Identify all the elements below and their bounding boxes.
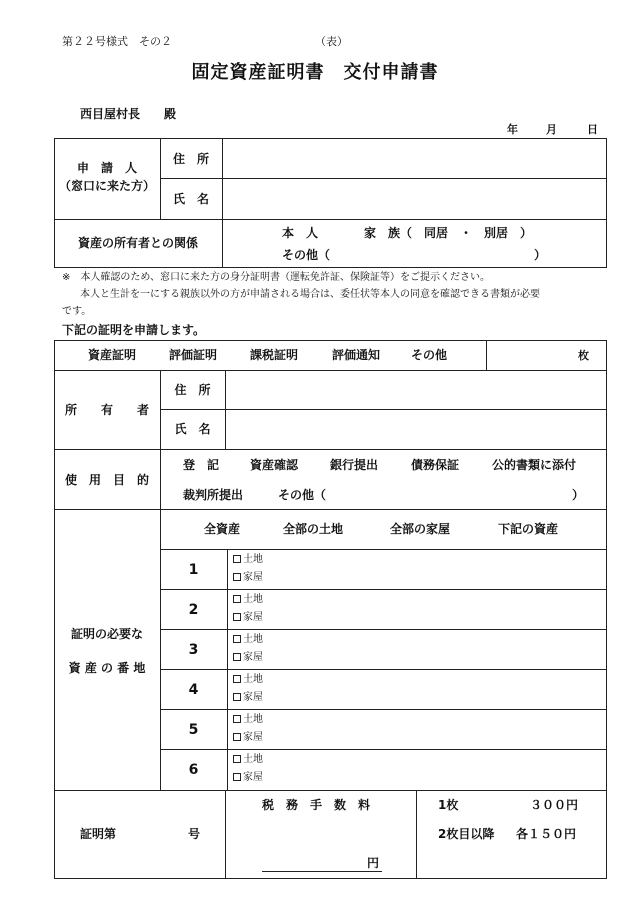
- cert-type-asset[interactable]: 資産証明: [88, 348, 137, 362]
- purpose-registration[interactable]: 登 記: [183, 458, 220, 472]
- checkbox-icon[interactable]: [233, 693, 241, 701]
- checkbox-icon[interactable]: [233, 635, 241, 643]
- fee-yen: 円: [367, 856, 380, 870]
- assets-label: 証明の必要な: [70, 627, 143, 641]
- asset-row-number: 6: [188, 762, 199, 778]
- fee-amount-field[interactable]: [262, 848, 362, 870]
- asset-row-land[interactable]: 土地: [233, 595, 263, 605]
- asset-row-house[interactable]: 家屋: [233, 733, 263, 743]
- cert-number-suffix: 号: [188, 827, 201, 841]
- date-day-label: 日: [587, 123, 598, 136]
- purpose-other-close: ）: [572, 488, 585, 502]
- relation-family[interactable]: 家 族（ 同居 ・ 別居 ）: [364, 226, 533, 240]
- purpose-court[interactable]: 裁判所提出: [183, 488, 244, 502]
- cert-type-tax[interactable]: 課税証明: [250, 348, 299, 362]
- asset-row-number: 3: [188, 642, 199, 658]
- checkbox-icon[interactable]: [233, 595, 241, 603]
- owner-name-label: 氏 名: [174, 422, 211, 436]
- checkbox-icon[interactable]: [233, 613, 241, 621]
- checkbox-icon[interactable]: [233, 573, 241, 581]
- asset-row-land[interactable]: 土地: [233, 715, 263, 725]
- applicant-name-label: 氏 名: [172, 192, 209, 206]
- checkbox-icon[interactable]: [233, 773, 241, 781]
- copies-field[interactable]: [488, 342, 566, 369]
- assets-sublabel: 資 産 の 番 地: [68, 661, 146, 675]
- checkbox-icon[interactable]: [233, 555, 241, 563]
- asset-row-land[interactable]: 土地: [233, 755, 263, 765]
- purpose-public-doc[interactable]: 公的書類に添付: [492, 458, 577, 472]
- checkbox-icon[interactable]: [233, 675, 241, 683]
- owner-address-field[interactable]: [227, 372, 605, 408]
- note-line-2: 本人と生計を一にする親族以外の方が申請される場合は、委任状等本人の同意を確認できる書類が必要: [80, 289, 540, 300]
- checkbox-icon[interactable]: [233, 755, 241, 763]
- date-year-label: 年: [507, 123, 518, 136]
- cert-number-label: 証明第: [80, 827, 117, 841]
- checkbox-icon[interactable]: [233, 653, 241, 661]
- price-first-label: 1枚: [438, 798, 459, 812]
- copies-unit: 枚: [578, 349, 589, 362]
- note-line-3: です。: [62, 306, 92, 317]
- scope-all-houses[interactable]: 全部の家屋: [390, 522, 451, 536]
- scope-listed[interactable]: 下記の資産: [498, 522, 559, 536]
- asset-row-house[interactable]: 家屋: [233, 693, 263, 703]
- relation-label: 資産の所有者との関係: [77, 236, 198, 250]
- asset-row-land[interactable]: 土地: [233, 555, 263, 565]
- form-side: （表）: [315, 35, 348, 48]
- asset-row-number: 4: [188, 682, 199, 698]
- purpose-other[interactable]: その他（: [278, 488, 327, 502]
- scope-all-assets[interactable]: 全資産: [204, 522, 241, 536]
- asset-row-house[interactable]: 家屋: [233, 573, 263, 583]
- addressee: 西目屋村長 殿: [80, 107, 177, 121]
- applicant-address-field[interactable]: [224, 140, 605, 177]
- purpose-asset-check[interactable]: 資産確認: [250, 458, 299, 472]
- cert-number-field[interactable]: [124, 822, 184, 844]
- asset-row-house[interactable]: 家屋: [233, 613, 263, 623]
- purpose-label: 使 用 目 的: [64, 473, 149, 487]
- form-number: 第２２号様式 その２: [62, 35, 172, 48]
- date-month-label: 月: [546, 123, 557, 136]
- asset-row-number: 1: [188, 562, 199, 578]
- checkbox-icon[interactable]: [233, 715, 241, 723]
- asset-row-number: 2: [188, 602, 199, 618]
- owner-name-field[interactable]: [227, 411, 605, 448]
- page-title: 固定資産証明書 交付申請書: [191, 62, 439, 83]
- asset-row-house[interactable]: 家屋: [233, 653, 263, 663]
- applicant-sublabel: （窓口に来た方）: [58, 179, 155, 193]
- price-first-value: ３００円: [530, 798, 579, 812]
- purpose-bank[interactable]: 銀行提出: [330, 458, 379, 472]
- asset-row-number: 5: [188, 722, 199, 738]
- asset-row-land[interactable]: 土地: [233, 635, 263, 645]
- relation-self[interactable]: 本 人: [282, 226, 319, 240]
- purpose-guarantee[interactable]: 債務保証: [411, 458, 460, 472]
- asset-row-land[interactable]: 土地: [233, 675, 263, 685]
- checkbox-icon[interactable]: [233, 733, 241, 741]
- scope-all-land[interactable]: 全部の土地: [283, 522, 344, 536]
- relation-other[interactable]: その他（: [282, 248, 331, 262]
- note-line-1: ※ 本人確認のため、窓口に来た方の身分証明書（運転免許証、保険証等）をご提示ください。: [62, 272, 490, 283]
- applicant-label: 申 請 人: [76, 161, 137, 175]
- fee-label: 税 務 手 数 料: [262, 798, 371, 812]
- owner-label: 所 有 者: [64, 403, 149, 417]
- owner-address-label: 住 所: [174, 383, 211, 397]
- applicant-name-field[interactable]: [224, 180, 605, 218]
- price-additional-value: 各１５０円: [516, 827, 577, 841]
- cert-type-notice[interactable]: 評価通知: [332, 348, 381, 362]
- price-additional-label: 2枚目以降: [438, 827, 495, 841]
- cert-type-other[interactable]: その他: [411, 348, 448, 362]
- applicant-address-label: 住 所: [172, 152, 209, 166]
- request-heading: 下記の証明を申請します。: [62, 323, 206, 337]
- relation-other-close: ）: [534, 248, 547, 262]
- asset-row-house[interactable]: 家屋: [233, 773, 263, 783]
- cert-type-valuation[interactable]: 評価証明: [169, 348, 218, 362]
